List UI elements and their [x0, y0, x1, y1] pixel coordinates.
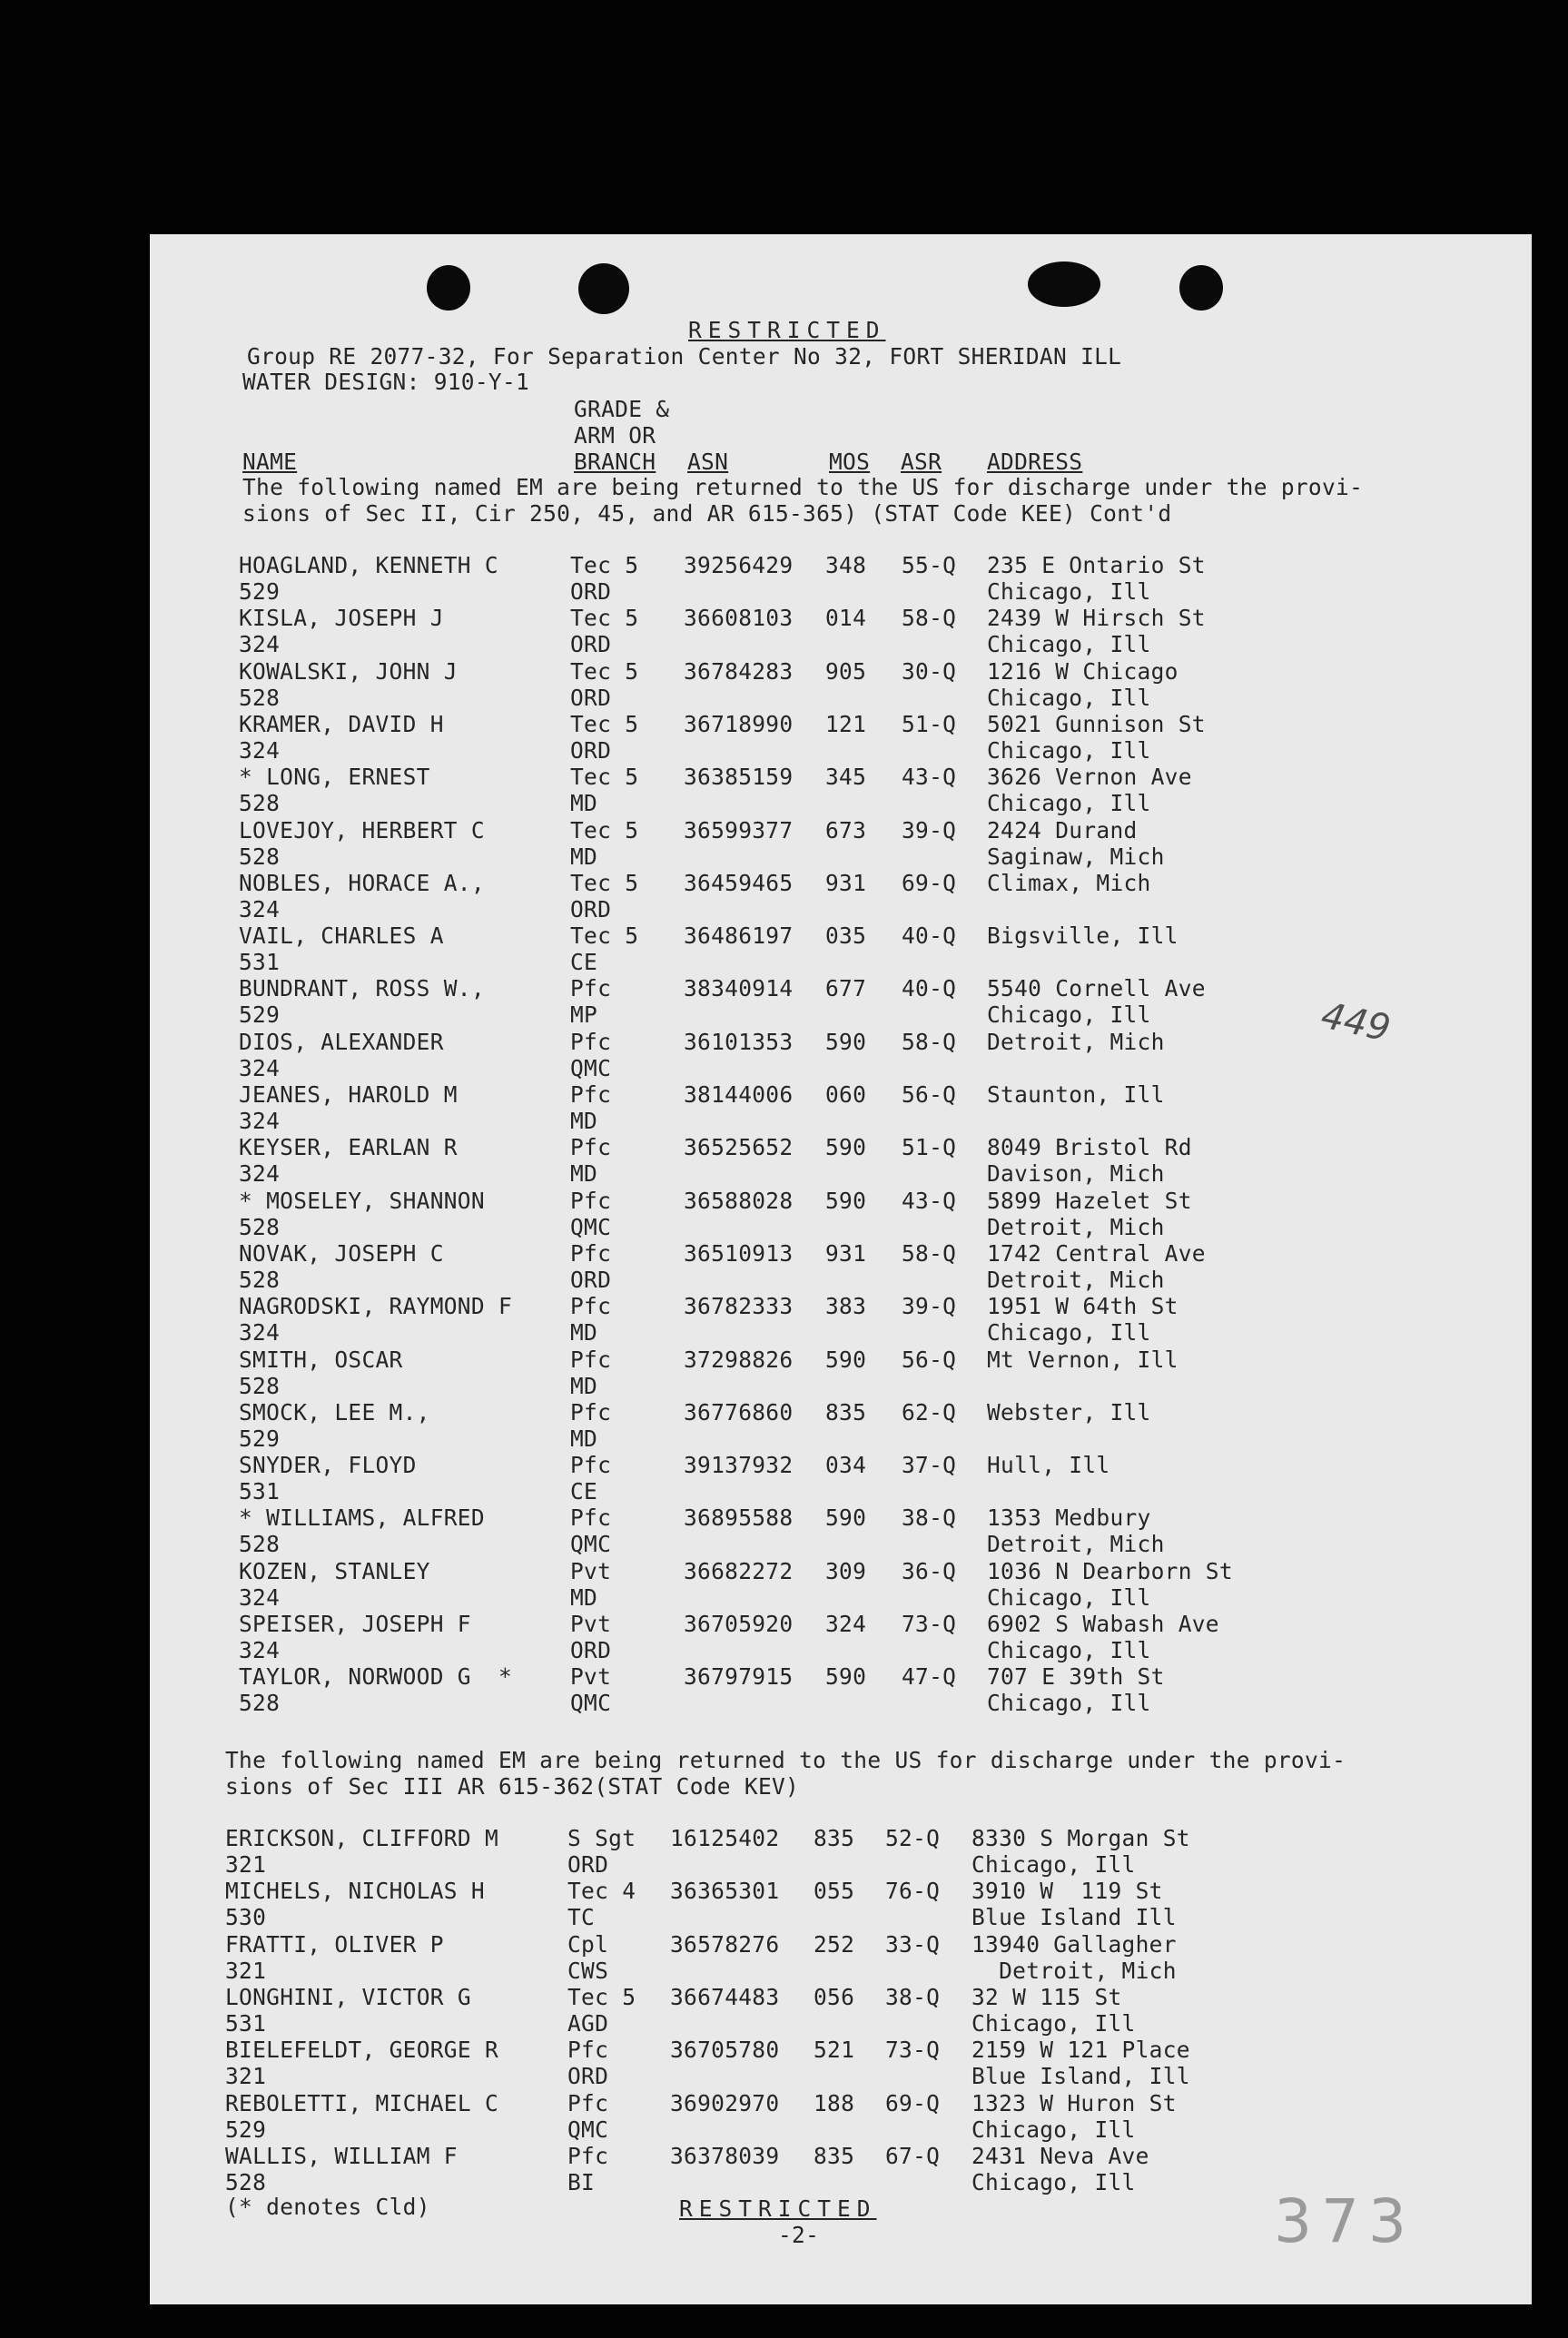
grade: Tec 5 — [570, 922, 639, 950]
asr: 56-Q — [902, 1081, 957, 1108]
address-line: Webster, Ill — [987, 1398, 1151, 1425]
grade: Pfc — [570, 1452, 612, 1479]
person-name: SPEISER, JOSEPH F — [239, 1611, 471, 1637]
branch: QMC — [570, 1531, 612, 1558]
address-line: Chicago, Ill — [971, 2168, 1136, 2195]
asr: 47-Q — [902, 1663, 957, 1691]
mos: 383 — [825, 1293, 867, 1320]
unit-code: 324 — [239, 1637, 281, 1663]
unit-code: 528 — [239, 1266, 281, 1293]
mos: 348 — [825, 552, 867, 578]
address-line: Chicago, Ill — [987, 1583, 1151, 1611]
branch: ORD — [570, 736, 612, 764]
punch-hole — [427, 265, 470, 311]
grade: Tec 4 — [567, 1878, 636, 1905]
asn: 36588028 — [684, 1187, 794, 1214]
grade: Pvt — [570, 1663, 612, 1691]
branch: BI — [567, 2168, 596, 2195]
asr: 62-Q — [902, 1398, 957, 1425]
address-line: Davison, Mich — [987, 1160, 1165, 1188]
unit-code: 529 — [239, 1425, 281, 1452]
column-header-asn: ASN — [687, 449, 729, 475]
punch-hole — [1179, 265, 1223, 311]
grade: Tec 5 — [567, 1983, 636, 2010]
grade: Pvt — [570, 1557, 612, 1584]
address-line: 13940 Gallagher — [971, 1930, 1177, 1958]
branch: MP — [570, 1001, 598, 1029]
unit-code: 529 — [225, 2116, 267, 2143]
branch: MD — [570, 1372, 598, 1399]
unit-code: 529 — [239, 578, 281, 605]
asn: 36784283 — [684, 657, 794, 685]
section1-intro: sions of Sec II, Cir 250, 45, and AR 615-365) (STAT Code KEE) Cont'd — [242, 500, 1172, 527]
column-header-address: ADDRESS — [987, 449, 1083, 475]
asr: 56-Q — [902, 1346, 957, 1373]
person-name: KOWALSKI, JOHN J — [239, 657, 458, 685]
mos: 324 — [825, 1611, 867, 1637]
asn: 36510913 — [684, 1239, 794, 1267]
address-line: 3626 Vernon Ave — [987, 764, 1192, 791]
document-page — [150, 234, 1532, 2304]
person-name: BUNDRANT, ROSS W., — [239, 975, 485, 1002]
branch: MD — [570, 1108, 598, 1134]
address-line: Climax, Mich — [987, 869, 1151, 896]
punch-hole — [578, 263, 629, 314]
mos: 931 — [825, 869, 867, 896]
address-line: Detroit, Mich — [987, 1213, 1165, 1240]
mos: 521 — [814, 2037, 855, 2064]
address-line: Bigsville, Ill — [987, 922, 1178, 950]
handwritten-number: 373 — [1274, 2186, 1415, 2256]
column-header-mos: MOS — [829, 449, 871, 475]
restricted-footer: RESTRICTED — [679, 2195, 877, 2222]
asn: 36705780 — [670, 2037, 780, 2064]
branch: QMC — [570, 1690, 612, 1717]
asn: 36797915 — [684, 1663, 794, 1691]
branch: QMC — [567, 2116, 609, 2143]
branch: MD — [570, 1160, 598, 1188]
address-line: Chicago, Ill — [987, 790, 1151, 817]
asr: 76-Q — [885, 1878, 941, 1905]
mos: 309 — [825, 1557, 867, 1584]
asr: 43-Q — [902, 764, 957, 791]
unit-code: 528 — [225, 2168, 267, 2195]
address-line: 2431 Neva Ave — [971, 2142, 1149, 2169]
grade: Pfc — [570, 1134, 612, 1161]
unit-code: 531 — [225, 2009, 267, 2037]
branch: ORD — [570, 895, 612, 922]
branch: AGD — [567, 2009, 609, 2037]
page-number: -2- — [778, 2222, 820, 2248]
asr: 73-Q — [885, 2037, 941, 2064]
grade: Pfc — [570, 1398, 612, 1425]
grade: Tec 5 — [570, 605, 639, 632]
grade: Pfc — [570, 1239, 612, 1267]
person-name: FRATTI, OLIVER P — [225, 1930, 444, 1958]
branch: MD — [570, 1583, 598, 1611]
asr: 73-Q — [902, 1611, 957, 1637]
person-name: VAIL, CHARLES A — [239, 922, 444, 950]
unit-code: 321 — [225, 1851, 267, 1878]
asn: 36682272 — [684, 1557, 794, 1584]
person-name: SMOCK, LEE M., — [239, 1398, 430, 1425]
address-line: Chicago, Ill — [971, 2116, 1136, 2143]
asn: 38340914 — [684, 975, 794, 1002]
asn: 16125402 — [670, 1825, 780, 1851]
grade: Tec 5 — [570, 816, 639, 843]
address-line: 32 W 115 St — [971, 1983, 1122, 2010]
grade: Pfc — [570, 1081, 612, 1108]
asr: 39-Q — [902, 816, 957, 843]
restricted-header: RESTRICTED — [688, 317, 886, 343]
unit-code: 531 — [239, 1478, 281, 1505]
person-name: TAYLOR, NORWOOD G * — [239, 1663, 513, 1691]
person-name: LOVEJOY, HERBERT C — [239, 816, 485, 843]
asn: 39137932 — [684, 1452, 794, 1479]
mos: 590 — [825, 1028, 867, 1055]
asr: 38-Q — [902, 1504, 957, 1532]
person-name: * WILLIAMS, ALFRED — [239, 1504, 485, 1532]
mos: 677 — [825, 975, 867, 1002]
person-name: MICHELS, NICHOLAS H — [225, 1878, 485, 1905]
section1-intro: The following named EM are being returned to the US for discharge under the provi- — [242, 474, 1364, 500]
mos: 014 — [825, 605, 867, 632]
column-header-branch: BRANCH — [574, 449, 656, 475]
column-header-grade: ARM OR — [574, 422, 656, 449]
address-line: 8330 S Morgan St — [971, 1825, 1190, 1851]
grade: Pfc — [567, 2142, 609, 2169]
mos: 835 — [814, 1825, 855, 1851]
unit-code: 324 — [239, 736, 281, 764]
branch: TC — [567, 1904, 596, 1931]
person-name: LONGHINI, VICTOR G — [225, 1983, 471, 2010]
branch: QMC — [570, 1054, 612, 1081]
asr: 51-Q — [902, 1134, 957, 1161]
address-line: Staunton, Ill — [987, 1081, 1165, 1108]
grade: S Sgt — [567, 1825, 636, 1851]
asr: 58-Q — [902, 605, 957, 632]
asr: 43-Q — [902, 1187, 957, 1214]
branch: ORD — [570, 684, 612, 711]
branch: MD — [570, 1425, 598, 1452]
branch: ORD — [570, 1266, 612, 1293]
person-name: KRAMER, DAVID H — [239, 710, 444, 737]
branch: ORD — [570, 1637, 612, 1663]
asr: 67-Q — [885, 2142, 941, 2169]
address-line: 2424 Durand — [987, 816, 1138, 843]
punch-hole — [1028, 261, 1100, 307]
address-line: 235 E Ontario St — [987, 552, 1206, 578]
unit-code: 528 — [239, 1690, 281, 1717]
mos: 252 — [814, 1930, 855, 1958]
asn: 36705920 — [684, 1611, 794, 1637]
person-name: SNYDER, FLOYD — [239, 1452, 417, 1479]
asr: 39-Q — [902, 1293, 957, 1320]
asn: 36718990 — [684, 710, 794, 737]
asn: 36486197 — [684, 922, 794, 950]
person-name: KISLA, JOSEPH J — [239, 605, 444, 632]
person-name: NOVAK, JOSEPH C — [239, 1239, 444, 1267]
address-line: 707 E 39th St — [987, 1663, 1165, 1691]
asr: 69-Q — [885, 2089, 941, 2116]
unit-code: 324 — [239, 1108, 281, 1134]
grade: Pfc — [570, 975, 612, 1002]
person-name: NAGRODSKI, RAYMOND F — [239, 1293, 513, 1320]
branch: CE — [570, 1478, 598, 1505]
grade: Pvt — [570, 1611, 612, 1637]
group-line: Group RE 2077-32, For Separation Center No 32, FORT SHERIDAN ILL — [247, 343, 1122, 370]
footnote: (* denotes Cld) — [225, 2194, 430, 2220]
grade: Tec 5 — [570, 710, 639, 737]
asr: 38-Q — [885, 1983, 941, 2010]
mos: 835 — [825, 1398, 867, 1425]
address-line: 1353 Medbury — [987, 1504, 1151, 1532]
grade: Tec 5 — [570, 657, 639, 685]
grade: Pfc — [570, 1504, 612, 1532]
person-name: SMITH, OSCAR — [239, 1346, 403, 1373]
address-line: Chicago, Ill — [987, 631, 1151, 658]
water-design-line: WATER DESIGN: 910-Y-1 — [242, 369, 530, 395]
unit-code: 528 — [239, 843, 281, 870]
mos: 590 — [825, 1346, 867, 1373]
address-line: Chicago, Ill — [971, 2009, 1136, 2037]
address-line: Chicago, Ill — [987, 684, 1151, 711]
mos: 931 — [825, 1239, 867, 1267]
asn: 36101353 — [684, 1028, 794, 1055]
asn: 36599377 — [684, 816, 794, 843]
asn: 36385159 — [684, 764, 794, 791]
grade: Tec 5 — [570, 552, 639, 578]
person-name: KEYSER, EARLAN R — [239, 1134, 458, 1161]
asn: 37298826 — [684, 1346, 794, 1373]
address-line: 5021 Gunnison St — [987, 710, 1206, 737]
unit-code: 528 — [239, 1531, 281, 1558]
asr: 30-Q — [902, 657, 957, 685]
asn: 36674483 — [670, 1983, 780, 2010]
unit-code: 321 — [225, 2063, 267, 2090]
address-line: 6902 S Wabash Ave — [987, 1611, 1219, 1637]
asr: 33-Q — [885, 1930, 941, 1958]
person-name: ERICKSON, CLIFFORD M — [225, 1825, 499, 1851]
person-name: REBOLETTI, MICHAEL C — [225, 2089, 499, 2116]
asn: 36895588 — [684, 1504, 794, 1532]
asn: 36459465 — [684, 869, 794, 896]
address-line: Blue Island Ill — [971, 1904, 1177, 1931]
address-line: 1742 Central Ave — [987, 1239, 1206, 1267]
address-line: 5899 Hazelet St — [987, 1187, 1192, 1214]
person-name: NOBLES, HORACE A., — [239, 869, 485, 896]
person-name: BIELEFELDT, GEORGE R — [225, 2037, 499, 2064]
address-line: Hull, Ill — [987, 1452, 1110, 1479]
asr: 55-Q — [902, 552, 957, 578]
unit-code: 528 — [239, 1213, 281, 1240]
section2-intro: sions of Sec III AR 615-362(STAT Code KEV) — [225, 1773, 800, 1800]
unit-code: 324 — [239, 1160, 281, 1188]
unit-code: 324 — [239, 631, 281, 658]
address-line: Mt Vernon, Ill — [987, 1346, 1178, 1373]
column-header-asr: ASR — [901, 449, 942, 475]
grade: Tec 5 — [570, 869, 639, 896]
branch: MD — [570, 843, 598, 870]
asn: 36776860 — [684, 1398, 794, 1425]
grade: Pfc — [570, 1293, 612, 1320]
address-line: Detroit, Mich — [971, 1957, 1177, 1984]
mos: 345 — [825, 764, 867, 791]
asn: 36525652 — [684, 1134, 794, 1161]
asr: 51-Q — [902, 710, 957, 737]
person-name: * LONG, ERNEST — [239, 764, 430, 791]
branch: QMC — [570, 1213, 612, 1240]
address-line: 2439 W Hirsch St — [987, 605, 1206, 632]
branch: ORD — [570, 631, 612, 658]
person-name: KOZEN, STANLEY — [239, 1557, 430, 1584]
person-name: WALLIS, WILLIAM F — [225, 2142, 458, 2169]
asn: 36578276 — [670, 1930, 780, 1958]
mos: 034 — [825, 1452, 867, 1479]
unit-code: 528 — [239, 1372, 281, 1399]
address-line: Chicago, Ill — [987, 1319, 1151, 1347]
person-name: HOAGLAND, KENNETH C — [239, 552, 498, 578]
grade: Pfc — [567, 2037, 609, 2064]
mos: 905 — [825, 657, 867, 685]
unit-code: 321 — [225, 1957, 267, 1984]
person-name: * MOSELEY, SHANNON — [239, 1187, 485, 1214]
asn: 36782333 — [684, 1293, 794, 1320]
branch: CWS — [567, 1957, 609, 1984]
address-line: 2159 W 121 Place — [971, 2037, 1190, 2064]
unit-code: 531 — [239, 949, 281, 976]
address-line: Chicago, Ill — [971, 1851, 1136, 1878]
asr: 69-Q — [902, 869, 957, 896]
asn: 39256429 — [684, 552, 794, 578]
mos: 188 — [814, 2089, 855, 2116]
mos: 835 — [814, 2142, 855, 2169]
unit-code: 528 — [239, 684, 281, 711]
asr: 40-Q — [902, 922, 957, 950]
asr: 58-Q — [902, 1028, 957, 1055]
asr: 58-Q — [902, 1239, 957, 1267]
grade: Cpl — [567, 1930, 609, 1958]
mos: 590 — [825, 1504, 867, 1532]
grade: Pfc — [570, 1346, 612, 1373]
address-line: 3910 W 119 St — [971, 1878, 1163, 1905]
mos: 121 — [825, 710, 867, 737]
grade: Pfc — [570, 1187, 612, 1214]
unit-code: 324 — [239, 1583, 281, 1611]
person-name: DIOS, ALEXANDER — [239, 1028, 444, 1055]
asr: 36-Q — [902, 1557, 957, 1584]
column-header-name: NAME — [242, 449, 298, 475]
grade: Tec 5 — [570, 764, 639, 791]
branch: ORD — [567, 2063, 609, 2090]
mos: 590 — [825, 1187, 867, 1214]
address-line: Chicago, Ill — [987, 578, 1151, 605]
asr: 40-Q — [902, 975, 957, 1002]
address-line: Blue Island, Ill — [971, 2063, 1190, 2090]
address-line: Chicago, Ill — [987, 1001, 1151, 1029]
address-line: 1216 W Chicago — [987, 657, 1178, 685]
address-line: Saginaw, Mich — [987, 843, 1165, 870]
mos: 590 — [825, 1663, 867, 1691]
asn: 38144006 — [684, 1081, 794, 1108]
section2-intro: The following named EM are being returned to the US for discharge under the provi- — [225, 1747, 1346, 1773]
unit-code: 324 — [239, 1319, 281, 1347]
grade: Pfc — [570, 1028, 612, 1055]
address-line: Detroit, Mich — [987, 1266, 1165, 1293]
unit-code: 530 — [225, 1904, 267, 1931]
unit-code: 324 — [239, 1054, 281, 1081]
unit-code: 529 — [239, 1001, 281, 1029]
branch: CE — [570, 949, 598, 976]
mos: 060 — [825, 1081, 867, 1108]
address-line: 8049 Bristol Rd — [987, 1134, 1192, 1161]
mos: 056 — [814, 1983, 855, 2010]
grade: Pfc — [567, 2089, 609, 2116]
address-line: Detroit, Mich — [987, 1028, 1165, 1055]
branch: MD — [570, 790, 598, 817]
asn: 36378039 — [670, 2142, 780, 2169]
address-line: Chicago, Ill — [987, 1690, 1151, 1717]
mos: 673 — [825, 816, 867, 843]
asn: 36365301 — [670, 1878, 780, 1905]
branch: MD — [570, 1319, 598, 1347]
branch: ORD — [567, 1851, 609, 1878]
person-name: JEANES, HAROLD M — [239, 1081, 458, 1108]
unit-code: 528 — [239, 790, 281, 817]
mos: 590 — [825, 1134, 867, 1161]
branch: ORD — [570, 578, 612, 605]
handwritten-number: 449 — [1317, 994, 1395, 1051]
address-line: 5540 Cornell Ave — [987, 975, 1206, 1002]
address-line: 1323 W Huron St — [971, 2089, 1177, 2116]
mos: 035 — [825, 922, 867, 950]
asr: 52-Q — [885, 1825, 941, 1851]
unit-code: 324 — [239, 895, 281, 922]
address-line: Chicago, Ill — [987, 1637, 1151, 1663]
column-header-grade: GRADE & — [574, 396, 670, 422]
address-line: 1951 W 64th St — [987, 1293, 1178, 1320]
address-line: Chicago, Ill — [987, 736, 1151, 764]
asr: 37-Q — [902, 1452, 957, 1479]
mos: 055 — [814, 1878, 855, 1905]
asn: 36902970 — [670, 2089, 780, 2116]
address-line: Detroit, Mich — [987, 1531, 1165, 1558]
asn: 36608103 — [684, 605, 794, 632]
address-line: 1036 N Dearborn St — [987, 1557, 1233, 1584]
